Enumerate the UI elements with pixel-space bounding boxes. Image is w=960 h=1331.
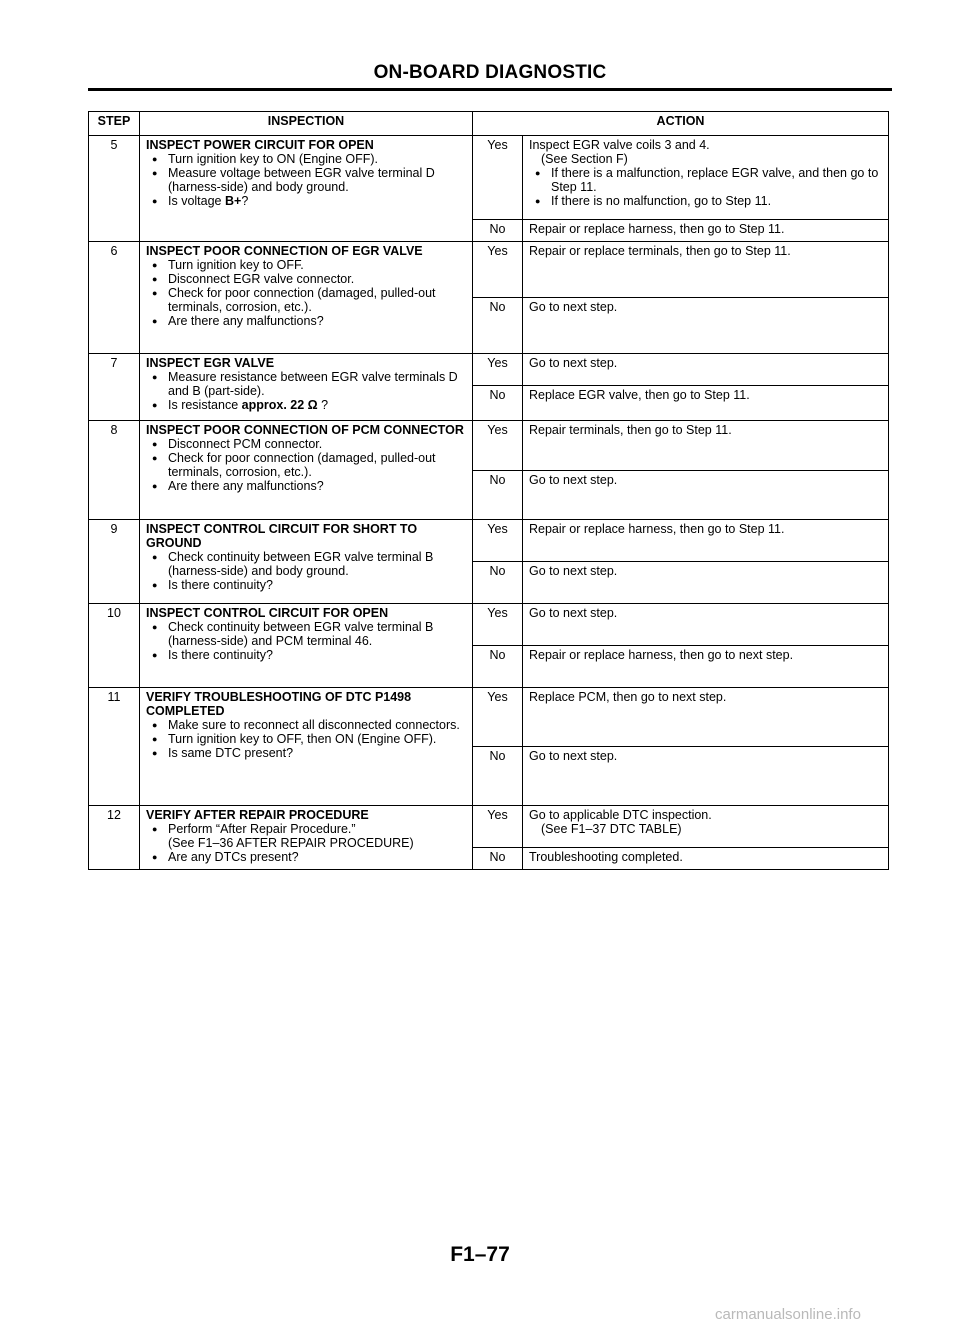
bullet-text: Is resistance: [168, 398, 242, 412]
page-number: F1–77: [450, 1243, 510, 1266]
inspection-cell: [140, 520, 473, 604]
no-label: No: [473, 646, 523, 688]
action-text: Repair terminals, then go to Step 11.: [523, 421, 889, 471]
step-number: 12: [89, 806, 140, 870]
column-header-inspection: INSPECTION: [140, 112, 473, 136]
inspection-cell: [140, 354, 473, 421]
step-number: 8: [89, 421, 140, 520]
inspection-cell: [140, 604, 473, 688]
inspection-bullet: ● Perform “After Repair Procedure.”: [146, 822, 466, 836]
action-text: Repair or replace harness, then go to Step 11.: [523, 520, 889, 562]
inspection-bullet: ● Turn ignition key to ON (Engine OFF).: [146, 152, 466, 166]
inspection-bullet: ● Measure voltage between EGR valve terminal D (harness-side) and body ground.: [146, 166, 466, 194]
action-text: Go to applicable DTC inspection.: [529, 808, 712, 822]
action-bullet: ● If there is no malfunction, go to Step 11.: [529, 194, 882, 208]
table-header-row: [89, 112, 889, 136]
table-row: [89, 806, 889, 848]
action-text: Replace EGR valve, then go to Step 11.: [523, 386, 889, 421]
action-text: Go to next step.: [523, 298, 889, 354]
diagnostic-table: [88, 111, 889, 870]
action-text: Repair or replace terminals, then go to Step 11.: [523, 242, 889, 298]
inspection-bullet: ● Is there continuity?: [146, 648, 466, 662]
inspection-title: INSPECT POWER CIRCUIT FOR OPEN: [146, 138, 374, 152]
action-reference: (See Section F): [541, 152, 628, 166]
inspection-title: VERIFY AFTER REPAIR PROCEDURE: [146, 808, 369, 822]
inspection-bullet: ● Is same DTC present?: [146, 746, 466, 760]
inspection-bullet: ● Check continuity between EGR valve terminal B (harness-side) and PCM terminal 46.: [146, 620, 466, 648]
table-row: [89, 604, 889, 646]
action-text: Troubleshooting completed.: [523, 848, 889, 870]
voltage-value: B+: [224, 194, 242, 208]
action-text: Go to next step.: [523, 604, 889, 646]
yes-label: Yes: [473, 806, 523, 848]
inspection-reference: (See F1–36 AFTER REPAIR PROCEDURE): [168, 836, 414, 850]
table-row: [89, 136, 889, 220]
no-label: No: [473, 562, 523, 604]
inspection-bullet: ● Are there any malfunctions?: [146, 479, 466, 493]
inspection-bullet: [146, 398, 466, 412]
inspection-title: INSPECT EGR VALVE: [146, 356, 275, 370]
inspection-bullet: ● Is there continuity?: [146, 578, 466, 592]
bullet-text: ?: [241, 194, 249, 208]
inspection-bullet: ● Measure resistance between EGR valve terminals D and B (part-side).: [146, 370, 466, 398]
no-label: No: [473, 747, 523, 806]
column-header-action: ACTION: [473, 112, 889, 136]
inspection-cell: [140, 242, 473, 354]
table-row: [89, 421, 889, 471]
inspection-bullet: ● Disconnect PCM connector.: [146, 437, 466, 451]
table-row: [89, 688, 889, 747]
inspection-title: INSPECT POOR CONNECTION OF EGR VALVE: [146, 244, 423, 258]
inspection-bullet: ● Make sure to reconnect all disconnected connectors.: [146, 718, 466, 732]
yes-label: Yes: [473, 688, 523, 747]
inspection-title: INSPECT CONTROL CIRCUIT FOR SHORT TO GROUND: [146, 522, 418, 550]
step-number: 6: [89, 242, 140, 354]
action-text: Go to next step.: [523, 471, 889, 520]
step-number: 9: [89, 520, 140, 604]
inspection-bullet: ● Check for poor connection (damaged, pulled-out terminals, corrosion, etc.).: [146, 286, 466, 314]
inspection-title: VERIFY TROUBLESHOOTING OF DTC P1498 COMPLETED: [146, 690, 412, 718]
column-header-step: STEP: [89, 112, 140, 136]
action-bullet: ● If there is a malfunction, replace EGR valve, and then go to Step 11.: [529, 166, 882, 194]
inspection-bullet: ● Turn ignition key to OFF, then ON (Engine OFF).: [146, 732, 466, 746]
inspection-bullet: ● Are any DTCs present?: [146, 850, 466, 864]
step-number: 10: [89, 604, 140, 688]
inspection-title: INSPECT POOR CONNECTION OF PCM CONNECTOR: [146, 423, 464, 437]
action-text: Go to next step.: [523, 747, 889, 806]
inspection-cell: [140, 136, 473, 242]
action-text: Go to next step.: [523, 562, 889, 604]
yes-label: Yes: [473, 604, 523, 646]
inspection-bullet: ● Check continuity between EGR valve terminal B (harness-side) and body ground.: [146, 550, 466, 578]
step-number: 11: [89, 688, 140, 806]
table-row: [89, 354, 889, 386]
yes-label: Yes: [473, 520, 523, 562]
table-row: [89, 520, 889, 562]
no-label: No: [473, 386, 523, 421]
action-text: Repair or replace harness, then go to next step.: [523, 646, 889, 688]
yes-label: Yes: [473, 242, 523, 298]
page-title: ON-BOARD DIAGNOSTIC: [373, 62, 607, 83]
inspection-title: INSPECT CONTROL CIRCUIT FOR OPEN: [146, 606, 389, 620]
resistance-value: approx. 22 Ω: [241, 398, 318, 412]
action-text: Go to next step.: [523, 354, 889, 386]
inspection-cell: [140, 806, 473, 870]
watermark: carmanualsonline.info: [715, 1306, 861, 1323]
step-number: 7: [89, 354, 140, 421]
action-text: Inspect EGR valve coils 3 and 4.: [529, 138, 710, 152]
inspection-cell: [140, 688, 473, 806]
yes-label: Yes: [473, 136, 523, 220]
inspection-cell: [140, 421, 473, 520]
inspection-bullet: ● Are there any malfunctions?: [146, 314, 466, 328]
no-label: No: [473, 220, 523, 242]
action-text: Replace PCM, then go to next step.: [523, 688, 889, 747]
inspection-bullet: [146, 194, 466, 208]
yes-label: Yes: [473, 421, 523, 471]
action-cell: [523, 136, 889, 220]
action-reference: (See F1–37 DTC TABLE): [541, 822, 682, 836]
header-divider: [88, 88, 892, 91]
bullet-text: Is voltage: [168, 194, 225, 208]
no-label: No: [473, 471, 523, 520]
action-cell: [523, 806, 889, 848]
inspection-bullet: ● Check for poor connection (damaged, pulled-out terminals, corrosion, etc.).: [146, 451, 466, 479]
yes-label: Yes: [473, 354, 523, 386]
no-label: No: [473, 848, 523, 870]
table-row: [89, 242, 889, 298]
no-label: No: [473, 298, 523, 354]
inspection-bullet: ● Turn ignition key to OFF.: [146, 258, 466, 272]
step-number: 5: [89, 136, 140, 242]
bullet-text: ?: [317, 398, 329, 412]
action-text: Repair or replace harness, then go to Step 11.: [523, 220, 889, 242]
inspection-bullet: ● Disconnect EGR valve connector.: [146, 272, 466, 286]
